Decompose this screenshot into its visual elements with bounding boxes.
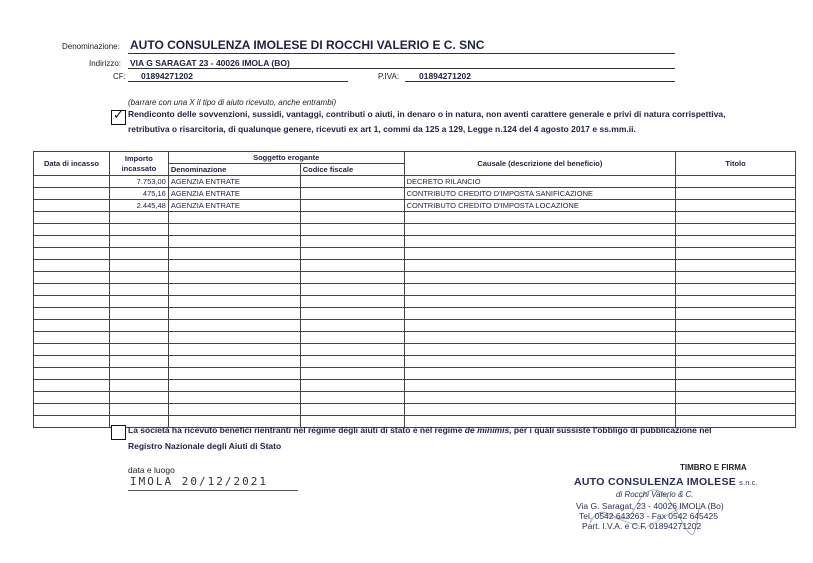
table-row: 2.445,48 AGENZIA ENTRATE CONTRIBUTO CREDITO D'IMPOSTA LOCAZIONE xyxy=(34,200,796,212)
option2-line2: Registro Nazionale degli Aiuti di Stato xyxy=(128,441,282,451)
table-row-empty xyxy=(34,392,796,404)
cf-label: CF: xyxy=(113,72,126,81)
header-codice-fiscale: Codice fiscale xyxy=(300,164,404,176)
table-row-empty xyxy=(34,404,796,416)
table-row-empty xyxy=(34,356,796,368)
data-luogo-value: IMOLA 20/12/2021 xyxy=(130,475,268,488)
stamp-company-name: AUTO CONSULENZA IMOLESE s.n.c. xyxy=(574,476,758,488)
cf-underline xyxy=(128,81,348,82)
table-row-empty xyxy=(34,248,796,260)
option2-line1: La società ha ricevuto benefici rientranti nel regime degli aiuti di stato e nel regime de minimis, per i quali sussiste l'obbligo di pubblicazione nel xyxy=(128,425,712,435)
table-row-empty xyxy=(34,344,796,356)
option1-checkbox[interactable] xyxy=(111,110,126,125)
table-row-empty xyxy=(34,320,796,332)
table-row-empty xyxy=(34,212,796,224)
table-row-empty xyxy=(34,284,796,296)
table-row: 475,16 AGENZIA ENTRATE CONTRIBUTO CREDITO D'IMPOSTA SANIFICAZIONE xyxy=(34,188,796,200)
check-mark-icon: ✓ xyxy=(113,108,124,123)
denominazione-value: AUTO CONSULENZA IMOLESE DI ROCCHI VALERIO E C. SNC xyxy=(130,38,485,52)
data-luogo-label: data e luogo xyxy=(128,465,175,475)
table-row-empty xyxy=(34,308,796,320)
header-importo: Importo incassato xyxy=(109,152,168,176)
table-row-empty xyxy=(34,296,796,308)
header-data-incasso: Data di incasso xyxy=(34,152,110,176)
cf-value: 01894271202 xyxy=(141,71,194,81)
stamp-phone: Tel. 0542 643263 - Fax 0542 645425 xyxy=(579,511,718,521)
header-soggetto-erogante: Soggetto erogante xyxy=(168,152,404,164)
table-row-empty xyxy=(34,236,796,248)
indirizzo-underline xyxy=(128,68,675,69)
option1-line2: retributiva o risarcitoria, di qualunque genere, ricevuti ex art 1, commi da 125 a 129, Legge n.124 del 4 agosto 2017 e ss.mm.ii. xyxy=(128,124,636,134)
header-causale: Causale (descrizione del beneficio) xyxy=(404,152,676,176)
denominazione-underline xyxy=(128,53,675,54)
table-row-empty xyxy=(34,260,796,272)
stamp-address: Via G. Saragat, 23 - 40026 IMOLA (Bo) xyxy=(576,501,724,511)
option1-line1: Rendiconto delle sovvenzioni, sussidi, vantaggi, contributi o aiuti, in denaro o in natura, non aventi carattere generale e privi di natura corrispettiva, xyxy=(128,109,726,119)
table-row-empty xyxy=(34,272,796,284)
table-row-empty xyxy=(34,380,796,392)
indirizzo-value: VIA G SARAGAT 23 - 40026 IMOLA (BO) xyxy=(130,58,290,68)
indirizzo-label: Indirizzo: xyxy=(89,59,122,68)
signature-icon xyxy=(585,483,705,543)
piva-label: P.IVA: xyxy=(378,72,400,81)
table-row-empty xyxy=(34,332,796,344)
aid-table xyxy=(33,151,796,428)
timbro-firma-label: TIMBRO E FIRMA xyxy=(680,463,747,472)
header-titolo: Titolo xyxy=(676,152,796,176)
table-row-empty xyxy=(34,368,796,380)
table-row: 7.753,00 AGENZIA ENTRATE DECRETO RILANCIO xyxy=(34,176,796,188)
piva-value: 01894271202 xyxy=(419,71,472,81)
header-denominazione: Denominazione xyxy=(168,164,300,176)
piva-underline xyxy=(405,81,675,82)
option2-checkbox[interactable] xyxy=(111,425,126,440)
table-row-empty xyxy=(34,224,796,236)
denominazione-label: Denominazione: xyxy=(62,42,120,51)
stamp-line2: di Rocchi Valerio & C. xyxy=(616,490,694,499)
data-luogo-underline xyxy=(128,490,298,491)
instruction-text: (barrare con una X il tipo di aiuto ricevuto, anche entrambi) xyxy=(128,98,337,107)
stamp-vat: Part. I.V.A. e C.F. 01894271202 xyxy=(582,521,702,531)
